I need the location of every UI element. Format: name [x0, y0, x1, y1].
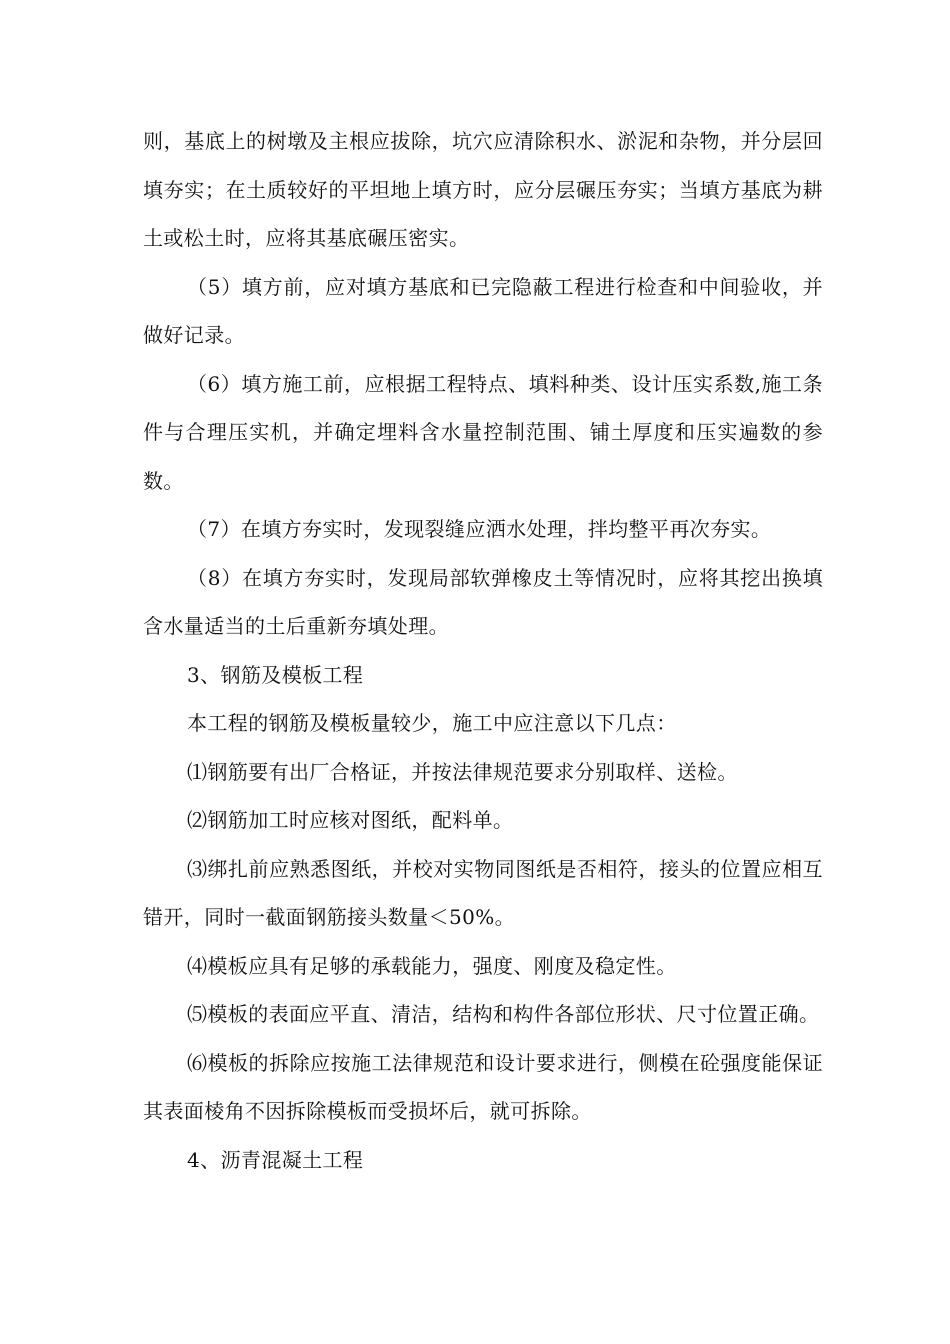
paragraph-item-8: （8）在填方夯实时，发现局部软弹橡皮土等情况时，应将其挖出换填含水量适当的土后重新夯填处理。 [143, 565, 823, 638]
list-item-5: ⑸模板的表面应平直、清洁，结构和构件各部位形状、尺寸位置正确。 [187, 1002, 820, 1026]
document-body [143, 117, 823, 1184]
list-item-3: ⑶绑扎前应熟悉图纸，并校对实物同图纸是否相符，接头的位置应相互错开，同时一截面钢筋接头数量＜50%。 [143, 856, 823, 929]
paragraph-continuation: 则，基底上的树墩及主根应拔除，坑穴应清除积水、淤泥和杂物，并分层回填夯实；在土质较好的平坦地上填方时，应分层碾压夯实；当填方基底为耕土或松土时，应将其基底碾压密实。 [143, 129, 823, 250]
paragraph-item-5: （5）填方前，应对填方基底和已完隐蔽工程进行检查和中间验收，并做好记录。 [143, 274, 823, 347]
section-heading-asphalt: 4、沥青混凝土工程 [187, 1147, 364, 1172]
list-item-2: ⑵钢筋加工时应核对图纸，配料单。 [187, 808, 514, 832]
section-heading-rebar-formwork: 3、钢筋及模板工程 [187, 662, 364, 687]
list-item-4: ⑷模板应具有足够的承载能力，强度、刚度及稳定性。 [187, 953, 677, 978]
list-item-1: ⑴钢筋要有出厂合格证，并按法律规范要求分别取样、送检。 [187, 759, 738, 784]
paragraph-intro: 本工程的钢筋及模板量较少，施工中应注意以下几点： [187, 711, 677, 735]
paragraph-item-7: （7）在填方夯实时，发现裂缝应洒水处理，拌均整平再次夯实。 [187, 517, 772, 541]
paragraph-item-6: （6）填方施工前，应根据工程特点、填料种类、设计压实系数,施工条件与合理压实机，并确定埋料含水量控制范围、铺土厚度和压实遍数的参数。 [143, 371, 823, 493]
list-item-6: ⑹模板的拆除应按施工法律规范和设计要求进行，侧模在砼强度能保证其表面棱角不因拆除模板而受损坏后，就可拆除。 [143, 1050, 823, 1123]
